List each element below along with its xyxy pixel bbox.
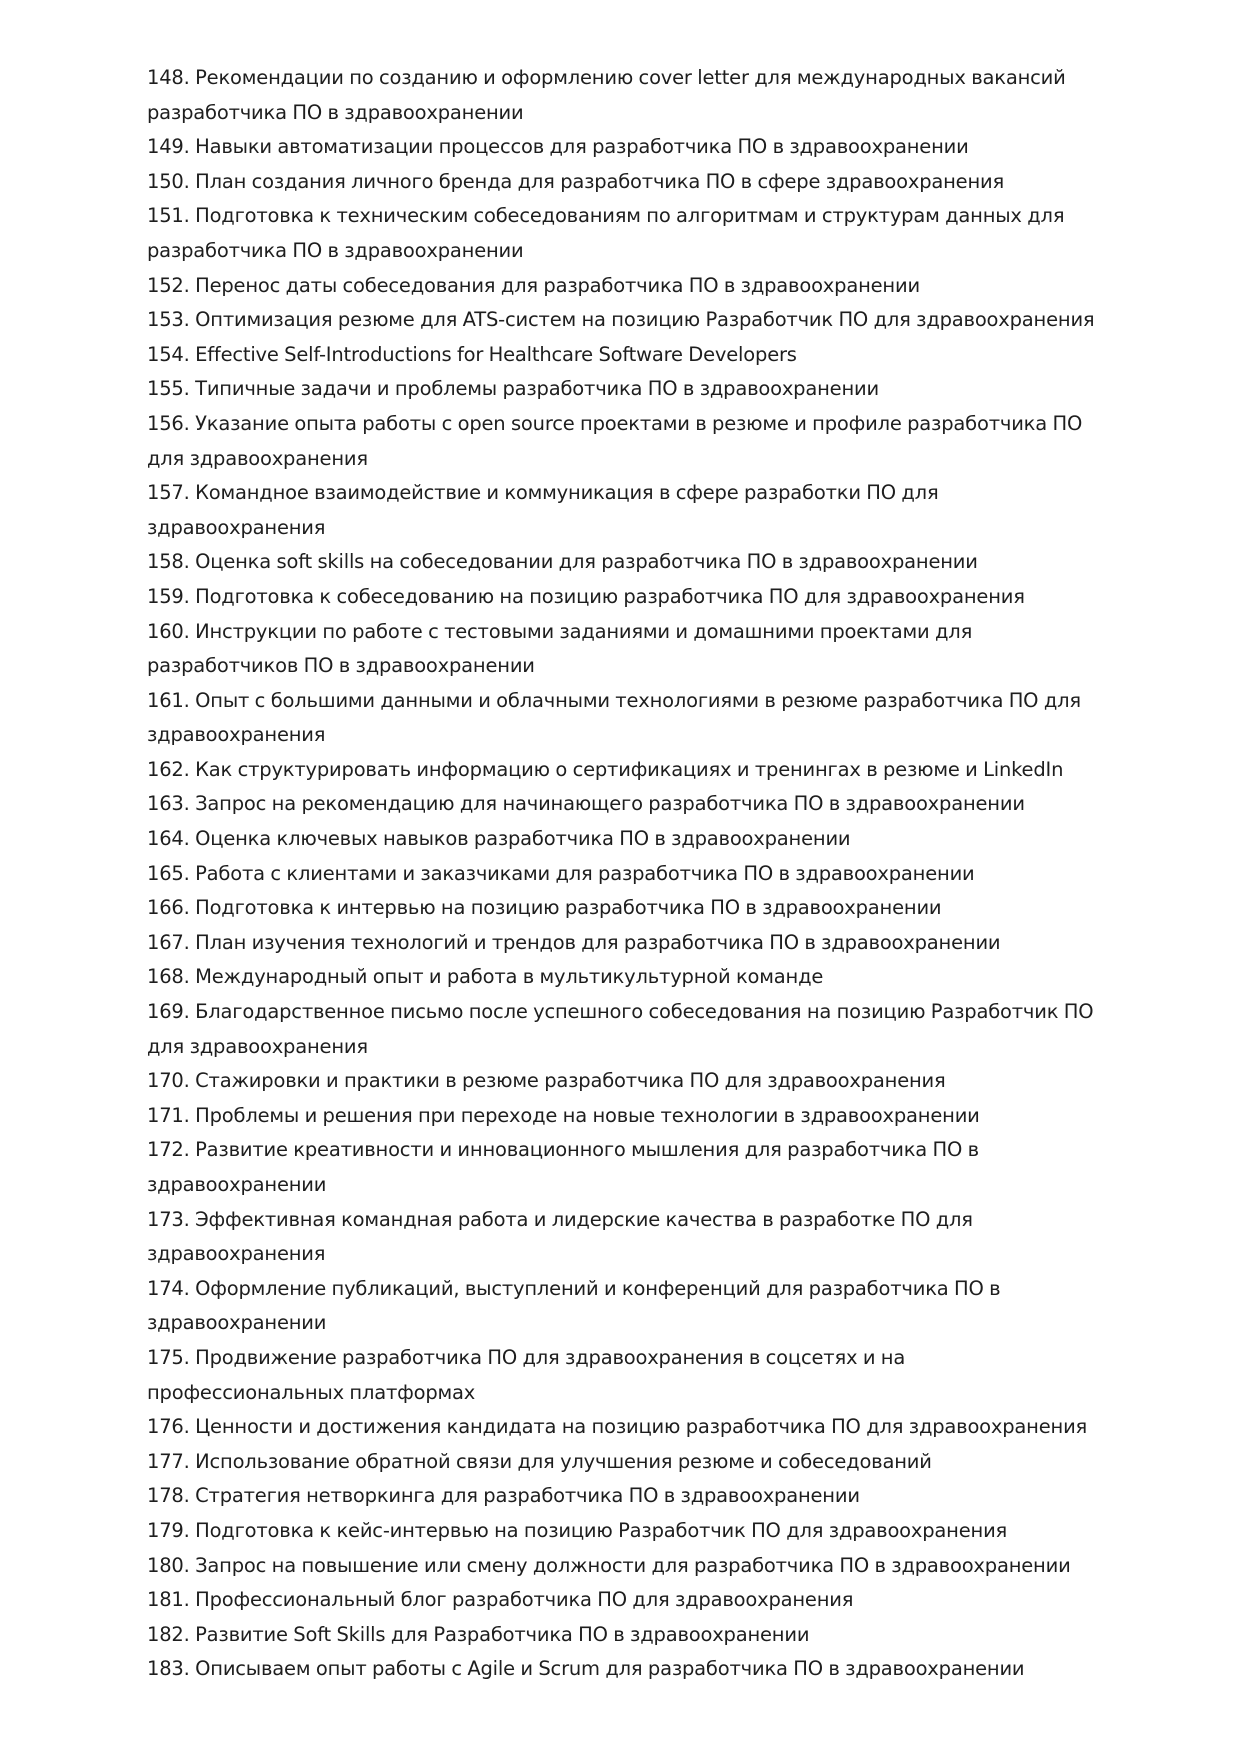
list-item: 165. Работа с клиентами и заказчиками для разработчика ПО в здравоохранении (147, 861, 975, 885)
list-item: 153. Оптимизация резюме для ATS-систем на позицию Разработчик ПО для здравоохранения (147, 308, 1095, 332)
list-item: 181. Профессиональный блог разработчика ПО для здравоохранения (147, 1588, 854, 1612)
list-item: 162. Как структурировать информацию о сертификациях и тренингах в резюме и LinkedIn (147, 757, 1064, 781)
list-item: 155. Типичные задачи и проблемы разработчика ПО в здравоохранении (147, 377, 879, 401)
list-item: 177. Использование обратной связи для улучшения резюме и собеседований (147, 1449, 932, 1473)
list-item: 149. Навыки автоматизации процессов для разработчика ПО в здравоохранении (147, 135, 969, 159)
list-item: 172. Развитие креативности и инновационного мышления для разработчика ПО в здравоохранении (147, 1138, 979, 1196)
list-item: 170. Стажировки и практики в резюме разработчика ПО для здравоохранения (147, 1069, 946, 1093)
list-item: 173. Эффективная командная работа и лидерские качества в разработке ПО для здравоохранения (147, 1207, 973, 1266)
list-item: 176. Ценности и достижения кандидата на позицию разработчика ПО для здравоохранения (147, 1415, 1088, 1439)
list-item: 160. Инструкции по работе с тестовыми заданиями и домашними проектами для разработчиков ПО в здравоохранении (147, 619, 973, 678)
topic-list (147, 61, 1107, 1687)
list-item: 179. Подготовка к кейс-интервью на позицию Разработчик ПО для здравоохранения (147, 1518, 1008, 1542)
list-item: 151. Подготовка к техническим собеседованиям по алгоритмам и структурам данных для разработчика ПО в здравоохранении (147, 204, 1065, 262)
list-item: 175. Продвижение разработчика ПО для здравоохранения в соцсетях и на профессиональных платформах (147, 1345, 906, 1404)
list-item: 152. Перенос даты собеседования для разработчика ПО в здравоохранении (147, 273, 920, 297)
list-item: 167. План изучения технологий и трендов для разработчика ПО в здравоохранении (147, 930, 1001, 954)
list-item: 168. Международный опыт и работа в мультикультурной команде (147, 965, 824, 989)
list-item: 158. Оценка soft skills на собеседовании для разработчика ПО в здравоохранении (147, 550, 978, 574)
list-item: 164. Оценка ключевых навыков разработчика ПО в здравоохранении (147, 827, 851, 851)
list-item: 150. План создания личного бренда для разработчика ПО в сфере здравоохранения (147, 169, 1005, 193)
list-item: 174. Оформление публикаций, выступлений и конференций для разработчика ПО в здравоохранении (147, 1276, 1001, 1335)
list-item: 154. Effective Self-Introductions for Healthcare Software Developers (147, 342, 797, 366)
list-item: 180. Запрос на повышение или смену должности для разработчика ПО в здравоохранении (147, 1553, 1071, 1577)
list-item: 166. Подготовка к интервью на позицию разработчика ПО в здравоохранении (147, 896, 942, 920)
list-item: 169. Благодарственное письмо после успешного собеседования на позицию Разработчик ПО для здравоохранения (147, 1000, 1094, 1058)
list-item: 156. Указание опыта работы с open source проектами в резюме и профиле разработчика ПО для здравоохранения (147, 411, 1083, 470)
list-item: 157. Командное взаимодействие и коммуникация в сфере разработки ПО для здравоохранения (147, 481, 939, 539)
list-item: 182. Развитие Soft Skills для Разработчика ПО в здравоохранении (147, 1622, 810, 1646)
list-item: 148. Рекомендации по созданию и оформлению cover letter для международных вакансий разработчика ПО в здравоохранении (147, 66, 1066, 124)
list-item: 178. Стратегия нетворкинга для разработчика ПО в здравоохранении (147, 1484, 860, 1508)
list-item: 163. Запрос на рекомендацию для начинающего разработчика ПО в здравоохранении (147, 792, 1025, 816)
list-item: 171. Проблемы и решения при переходе на новые технологии в здравоохранении (147, 1103, 980, 1127)
list-item: 161. Опыт с большими данными и облачными технологиями в резюме разработчика ПО для здравоохранения (147, 688, 1081, 747)
list-item: 159. Подготовка к собеседованию на позицию разработчика ПО для здравоохранения (147, 584, 1025, 608)
list-item: 183. Описываем опыт работы с Agile и Scrum для разработчика ПО в здравоохранении (147, 1657, 1025, 1681)
